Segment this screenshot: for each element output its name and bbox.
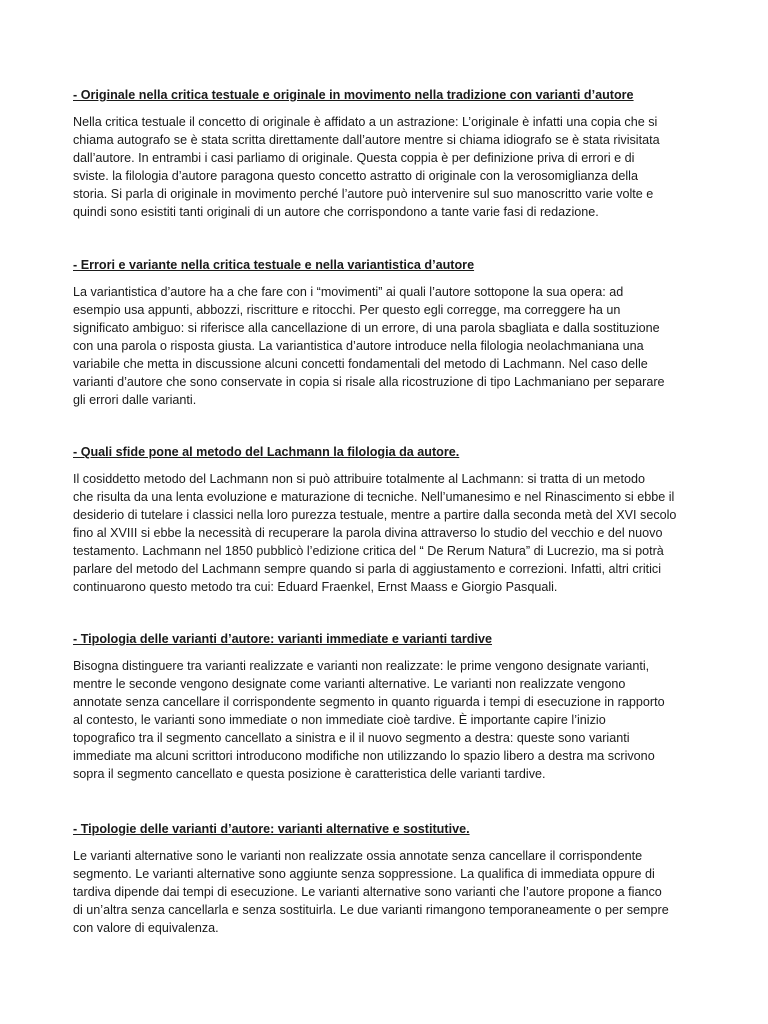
section-paragraph bbox=[73, 113, 660, 221]
section-sfide-lachmann bbox=[73, 443, 676, 596]
section-paragraph bbox=[73, 657, 665, 783]
section-heading: - Quali sfide pone al metodo del Lachmann la filologia da autore. bbox=[73, 445, 460, 459]
paragraph-line: sopra il segmento cancellato e questa posizione è caratteristica delle varianti tardive. bbox=[73, 767, 546, 781]
paragraph-line: con valore di equivalenza. bbox=[73, 921, 219, 935]
paragraph-line: annotate senza cancellare il corrispondente segmento in quanto riguarda i tempi di esecuzione in rapporto bbox=[73, 695, 665, 709]
paragraph-line: desiderio di tutelare i classici nella loro purezza testuale, mentre a partire dalla seconda metà del XVI secolo bbox=[73, 508, 677, 522]
section-varianti-immediate-tardive bbox=[73, 630, 665, 783]
paragraph-line: al contesto, le varianti sono immediate o non immediate cioè tardive. È importante capire l’inizio bbox=[73, 713, 606, 727]
paragraph-line: esempio usa appunti, abbozzi, riscritture e ritocchi. Per questo egli corregge, ma correggere ha un bbox=[73, 303, 621, 317]
paragraph-line: Bisogna distinguere tra varianti realizzate e varianti non realizzate: le prime vengono designate varianti, bbox=[73, 659, 650, 673]
paragraph-line: continuarono questo metodo tra cui: Eduard Fraenkel, Ernst Maass e Giorgio Pasquali. bbox=[73, 580, 558, 594]
paragraph-line: variabile che metta in discussione alcuni concetti fondamentali del metodo di Lachmann. Nel caso delle bbox=[73, 357, 648, 371]
section-paragraph bbox=[73, 847, 669, 937]
paragraph-line: con una parola o risposta giusta. La variantistica d’autore introduce nella filologia neolachmaniana una bbox=[73, 339, 644, 353]
section-varianti-alternative-sostitutive bbox=[73, 820, 669, 937]
section-heading: - Tipologie delle varianti d’autore: varianti alternative e sostitutive. bbox=[73, 822, 470, 836]
paragraph-line: di un’altra senza cancellarla e senza sostituirla. Le due varianti rimangono temporaneamente o per sempre bbox=[73, 903, 669, 917]
section-errori-variante bbox=[73, 256, 665, 409]
paragraph-line: dall’autore. In entrambi i casi parliamo di originale. Questa coppia è per definizione priva di errori e di bbox=[73, 151, 635, 165]
paragraph-line: chiama autografo se è stata scritta direttamente dall’autore mentre si chiama idiografo se è stata rivisitata bbox=[73, 133, 660, 147]
paragraph-line: sviste. la filologia d’autore paragona questo concetto astratto di originale con la verosomiglianza della bbox=[73, 169, 638, 183]
section-heading: - Tipologia delle varianti d’autore: varianti immediate e varianti tardive bbox=[73, 632, 492, 646]
paragraph-line: testamento. Lachmann nel 1850 pubblicò l’edizione critica del “ De Rerum Natura” di Lucrezio, ma si potrà bbox=[73, 544, 664, 558]
paragraph-line: gli errori dalle varianti. bbox=[73, 393, 197, 407]
section-heading: - Originale nella critica testuale e originale in movimento nella tradizione con varianti d’autore bbox=[73, 88, 634, 102]
paragraph-line: topografico tra il segmento cancellato a sinistra e il il nuovo segmento a destra: queste sono varianti bbox=[73, 731, 630, 745]
paragraph-line: che risulta da una lenta evoluzione e maturazione di tecniche. Nell’umanesimo e nel Rinascimento si ebbe il bbox=[73, 490, 675, 504]
paragraph-line: segmento. Le varianti alternative sono aggiunte senza soppressione. La qualifica di immediata oppure di bbox=[73, 867, 655, 881]
section-originale bbox=[73, 86, 660, 221]
paragraph-line: parlare del metodo del Lachmann sempre quando si parla di aggiustamento e correzioni. Infatti, altri critici bbox=[73, 562, 662, 576]
paragraph-line: immediate ma alcuni scrittori introducono modifiche non utilizzando lo spazio libero a destra ma scrivono bbox=[73, 749, 655, 763]
paragraph-line: mentre le seconde vengono designate come varianti alternative. Le varianti non realizzate vengono bbox=[73, 677, 626, 691]
section-paragraph bbox=[73, 283, 665, 409]
paragraph-line: tardiva dipende dai tempi di esecuzione. Le varianti alternative sono varianti che l’autore propone a fianco bbox=[73, 885, 662, 899]
paragraph-line: Le varianti alternative sono le varianti non realizzate ossia annotate senza cancellare il corrispondente bbox=[73, 849, 643, 863]
paragraph-line: La variantistica d’autore ha a che fare con i “movimenti” ai quali l’autore sottopone la sua opera: ad bbox=[73, 285, 624, 299]
paragraph-line: quindi sono esistiti tanti originali di un autore che corrispondono a tante varie fasi di redazione. bbox=[73, 205, 599, 219]
paragraph-line: Nella critica testuale il concetto di originale è affidato a un astrazione: L’originale è infatti una copia che si bbox=[73, 115, 658, 129]
paragraph-line: fino al XVIII si ebbe la necessità di recuperare la parola divina attraverso lo studio del vecchio e del nuovo bbox=[73, 526, 663, 540]
paragraph-line: varianti d’autore che sono conservate in copia si risale alla ricostruzione di tipo Lachmaniano per separare bbox=[73, 375, 665, 389]
paragraph-line: Il cosiddetto metodo del Lachmann non si può attribuire totalmente al Lachmann: si tratta di un metodo bbox=[73, 472, 645, 486]
paragraph-line: significato ambiguo: si riferisce alla cancellazione di un errore, di una parola sbagliata e dalla sostituzione bbox=[73, 321, 660, 335]
section-paragraph bbox=[73, 470, 676, 596]
section-heading: - Errori e variante nella critica testuale e nella variantistica d’autore bbox=[73, 258, 475, 272]
paragraph-line: storia. Si parla di originale in movimento perché l’autore può intervenire sul suo manoscritto varie volte e bbox=[73, 187, 654, 201]
